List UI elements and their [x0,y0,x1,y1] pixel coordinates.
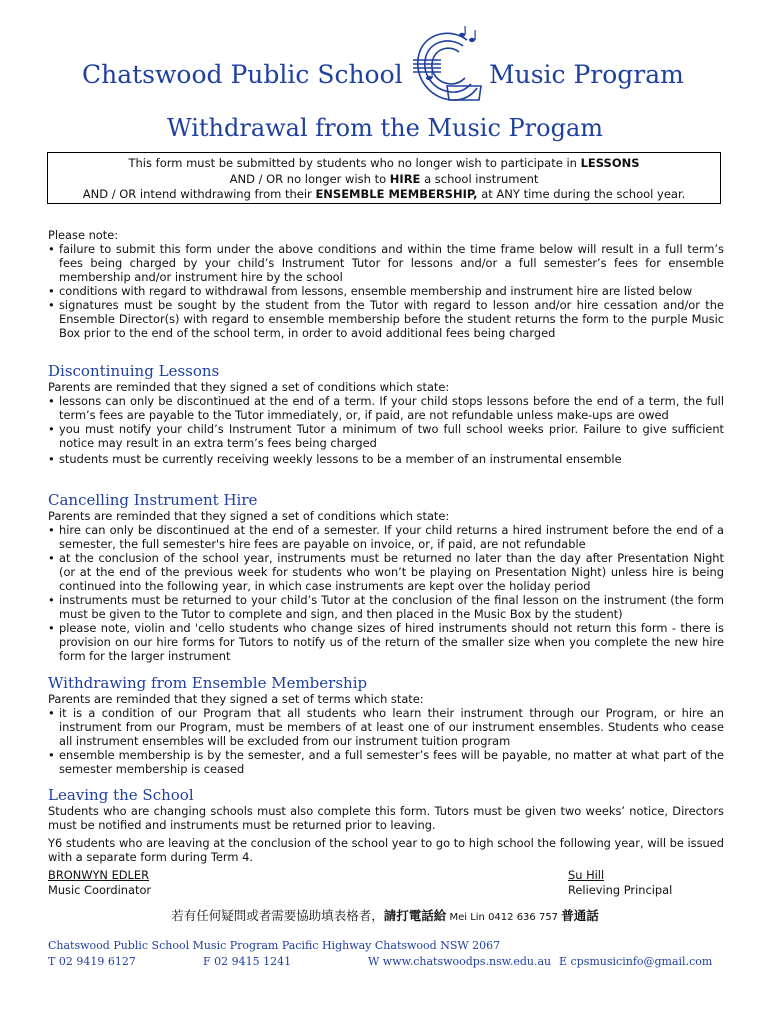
list-item: • signatures must be sought by the student from the Tutor with regard to lesson and/or hire cessation and/or the Ensemble Director(s) with regard to ensemble membership before the student returns the form to the purple Music Box prior to the end of the school term, in order to avoid additional fees being charged [48,298,724,340]
page-title: Withdrawal from the Music Progam [166,114,604,142]
section-lead: Parents are reminded that they signed a set of conditions which state: [48,380,450,394]
signatory-name: BRONWYN EDLER [48,868,150,882]
list-item: • at the conclusion of the school year, instruments must be returned no later than the day after Presentation Night (or at the end of the previous week for students who won’t be playing on Presentation Night) unless hire is being continued into the following year, in which case instruments are kept over the holiday period [48,551,724,593]
list-item: • it is a condition of our Program that all students who learn their instrument through our Program, or hire an instrument from our Program, must be members of at least one of our instrument ensembles. Students who cease all instrument ensembles will be excluded from our instrument tuition program [48,706,724,748]
leaving-paragraph-2: Y6 students who are leaving at the conclusion of the school year to go to high school the following year, will be issued with a separate form during Term 4. [48,836,724,864]
hire-section [48,491,724,663]
footer-email[interactable]: E cpsmusicinfo@gmail.com [559,955,713,968]
intro-line-1: This form must be submitted by students who no longer wish to participate in LESSONS [128,156,640,170]
lessons-list [48,394,724,466]
school-music-logo [407,26,491,110]
footer-website[interactable]: W www.chatswoodps.nsw.edu.au [368,955,552,968]
footer-phone: T 02 9419 6127 [48,955,136,968]
section-heading: Leaving the School [48,786,194,804]
list-item: • please note, violin and 'cello students who change sizes of hired instruments should not return this form - there is provision on our hire forms for Tutors to notify us of the return of the smaller size when you complete the new hire form for the larger instrument [48,621,724,663]
leaving-section [48,786,724,864]
section-lead: Parents are reminded that they signed a set of conditions which state: [48,509,450,523]
chinese-contact-note: 若有任何疑問或者需要協助填表格者，請打電話給 Mei Lin 0412 636 757 普通話 [171,908,599,923]
list-item: • you must notify your child’s Instrument Tutor a minimum of two full school weeks prior. Failure to give sufficient notice may result in an extra term’s fees being charged [48,422,724,450]
notes-section [48,228,724,340]
list-item: • lessons can only be discontinued at the end of a term. If your child stops lessons before the end of a term, the full term’s fees are payable to the Tutor immediately, or, if paid, are not refundable unless make-ups are owed [48,394,724,422]
intro-box [47,152,721,204]
leaving-paragraph-1: Students who are changing schools must also complete this form. Tutors must be given two weeks’ notice, Directors must be notified and instruments must be returned prior to leaving. [48,804,724,832]
signature-principal [568,868,672,898]
intro-line-2: AND / OR no longer wish to HIRE a school instrument [229,171,539,186]
notes-list [48,242,724,340]
footer-fax: F 02 9415 1241 [203,955,292,968]
section-lead: Parents are reminded that they signed a set of terms which state: [48,692,424,706]
ensemble-list [48,706,724,776]
section-heading: Cancelling Instrument Hire [48,491,258,509]
signatory-role: Relieving Principal [568,883,673,897]
signatory-name: Su Hill [568,868,605,882]
list-item: • failure to submit this form under the above conditions and within the time frame below will result in a full term’s fees being charged by your child’s Instrument Tutor for lessons and/or a full semester’s fees for ensemble membership and/or instrument hire by the school [48,242,724,284]
school-name: Chatswood Public School [82,60,403,89]
list-item: • hire can only be discontinued at the end of a semester. If your child returns a hired instrument before the end of a semester, the full semester's hire fees are payable on invoice, or, if paid, are not refundable [48,523,724,551]
notes-label: Please note: [48,228,119,242]
list-item: • students must be currently receiving weekly lessons to be a member of an instrumental ensemble [48,452,724,466]
section-heading: Withdrawing from Ensemble Membership [48,674,368,692]
signatory-role: Music Coordinator [48,883,152,897]
intro-line-3: AND / OR intend withdrawing from their ENSEMBLE MEMBERSHIP, at ANY time during the school year. [82,187,686,201]
list-item: • ensemble membership is by the semester, and a full semester’s fees will be payable, no matter at what part of the semester membership is ceased [48,748,724,776]
footer-address: Chatswood Public School Music Program Pacific Highway Chatswood NSW 2067 [48,939,501,952]
list-item: • instruments must be returned to your child’s Tutor at the conclusion of the final lesson on the instrument (the form must be given to the Tutor to complete and sign, and then placed in the Music Box by the student) [48,593,724,621]
list-item: • conditions with regard to withdrawal from lessons, ensemble membership and instrument hire are listed below [48,284,724,298]
program-name: Music Program [489,60,684,89]
section-heading: Discontinuing Lessons [48,362,220,380]
hire-list [48,523,724,663]
ensemble-section [48,674,724,776]
lessons-section [48,362,724,466]
signature-coordinator [48,868,151,898]
